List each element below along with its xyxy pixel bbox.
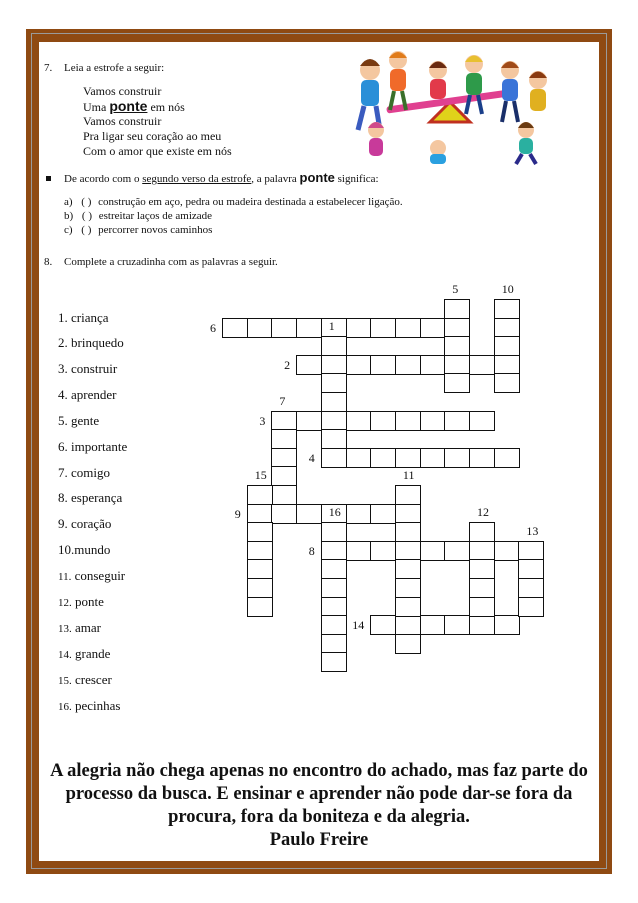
crossword-cell[interactable] bbox=[321, 559, 347, 579]
word-list-item bbox=[58, 516, 111, 532]
crossword-cell[interactable] bbox=[420, 411, 446, 431]
crossword-cell[interactable] bbox=[271, 504, 297, 524]
crossword-cell[interactable] bbox=[444, 541, 470, 561]
crossword-cell[interactable] bbox=[271, 466, 297, 486]
crossword-cell[interactable] bbox=[395, 411, 421, 431]
q7-question bbox=[64, 170, 379, 185]
word-number: 4. bbox=[58, 387, 68, 402]
word-number: 6. bbox=[58, 439, 68, 454]
crossword-cell[interactable] bbox=[321, 392, 347, 412]
q7-question-post: significa: bbox=[334, 173, 379, 185]
option-label: a) bbox=[64, 196, 73, 208]
crossword-cell[interactable] bbox=[395, 448, 421, 468]
crossword-cell[interactable] bbox=[370, 318, 396, 338]
word-list-item bbox=[58, 310, 109, 326]
word-number: 1. bbox=[58, 310, 68, 325]
crossword-cell[interactable] bbox=[469, 559, 495, 579]
crossword-cell[interactable] bbox=[346, 504, 372, 524]
word-number: 15. bbox=[58, 675, 72, 687]
option-checkbox[interactable]: ( ) bbox=[81, 196, 92, 208]
crossword-cell[interactable] bbox=[395, 541, 421, 561]
word-number: 5. bbox=[58, 413, 68, 428]
crossword-cell[interactable] bbox=[469, 541, 495, 561]
word-list-item bbox=[58, 465, 110, 481]
crossword-cell[interactable] bbox=[395, 485, 421, 505]
word-text: coração bbox=[71, 516, 112, 531]
crossword-cell[interactable] bbox=[321, 522, 347, 542]
crossword-cell[interactable] bbox=[247, 318, 273, 338]
crossword-cell[interactable] bbox=[321, 541, 347, 561]
crossword-cell[interactable] bbox=[247, 559, 273, 579]
word-text: comigo bbox=[71, 465, 110, 480]
crossword-cell[interactable] bbox=[444, 411, 470, 431]
crossword-cell[interactable] bbox=[370, 411, 396, 431]
option-a[interactable] bbox=[64, 196, 403, 208]
crossword-cell[interactable] bbox=[420, 541, 446, 561]
crossword-cell[interactable] bbox=[469, 522, 495, 542]
crossword-clue-number: 9 bbox=[234, 506, 241, 521]
crossword-cell[interactable] bbox=[444, 373, 470, 393]
word-number: 12. bbox=[58, 597, 72, 609]
crossword-cell[interactable] bbox=[247, 597, 273, 617]
q7-question-underlined: segundo verso da estrofe bbox=[142, 173, 252, 185]
stanza-line-1: Vamos construir bbox=[83, 84, 162, 98]
word-text: construir bbox=[71, 361, 118, 376]
crossword-clue-number: 5 bbox=[452, 282, 459, 296]
crossword-cell[interactable] bbox=[321, 411, 347, 431]
option-checkbox[interactable]: ( ) bbox=[81, 224, 92, 236]
word-list-item bbox=[58, 594, 104, 610]
crossword-clue-number: 15 bbox=[254, 468, 267, 482]
crossword-cell[interactable] bbox=[346, 411, 372, 431]
crossword-cell[interactable] bbox=[247, 541, 273, 561]
q7-instruction: Leia a estrofe a seguir: bbox=[64, 62, 165, 74]
word-number: 10. bbox=[58, 542, 75, 557]
crossword-cell[interactable] bbox=[420, 448, 446, 468]
word-text: importante bbox=[71, 439, 128, 454]
crossword-cell[interactable] bbox=[370, 355, 396, 375]
word-list-item bbox=[58, 542, 110, 558]
crossword-cell[interactable] bbox=[494, 448, 520, 468]
word-number: 2. bbox=[58, 335, 68, 350]
crossword-cell[interactable] bbox=[271, 448, 297, 468]
word-text: crescer bbox=[75, 672, 112, 687]
crossword-cell[interactable] bbox=[469, 411, 495, 431]
crossword-clue-number: 2 bbox=[284, 357, 291, 372]
crossword-cell[interactable] bbox=[395, 522, 421, 542]
crossword-cell[interactable] bbox=[370, 615, 396, 635]
crossword-cell[interactable] bbox=[395, 355, 421, 375]
crossword-cell[interactable] bbox=[296, 355, 322, 375]
word-number: 16. bbox=[58, 701, 72, 713]
crossword-cell[interactable] bbox=[444, 355, 470, 375]
word-text: pecinhas bbox=[75, 698, 121, 713]
bullet-icon bbox=[46, 176, 51, 181]
word-text: conseguir bbox=[74, 568, 126, 583]
word-list-item bbox=[58, 698, 120, 714]
crossword-clue-number: 7 bbox=[279, 393, 286, 408]
stanza-line-2 bbox=[83, 98, 185, 115]
crossword-clue-number: 12 bbox=[477, 505, 489, 520]
crossword-cell[interactable] bbox=[469, 615, 495, 635]
crossword-clue-number: 6 bbox=[210, 320, 216, 335]
crossword-cell[interactable] bbox=[395, 318, 421, 338]
word-number: 14. bbox=[58, 649, 72, 661]
q8-instruction: Complete a cruzadinha com as palavras a seguir. bbox=[64, 256, 278, 268]
crossword-cell[interactable] bbox=[370, 504, 396, 524]
crossword-clue-number: 10 bbox=[501, 282, 514, 296]
crossword-cell[interactable] bbox=[321, 578, 347, 598]
word-list-item bbox=[58, 413, 99, 429]
quote-author: Paulo Freire bbox=[269, 830, 369, 850]
word-text: esperança bbox=[71, 490, 123, 505]
stanza-line-4: Pra ligar seu coração ao meu bbox=[83, 129, 222, 143]
crossword-cell[interactable] bbox=[444, 299, 470, 319]
stanza-line-2-pre: Uma bbox=[83, 100, 110, 114]
crossword-cell[interactable] bbox=[518, 597, 544, 617]
crossword-cell[interactable] bbox=[395, 615, 421, 635]
crossword-cell[interactable] bbox=[444, 615, 470, 635]
crossword-cell[interactable] bbox=[321, 652, 347, 672]
crossword-cell[interactable] bbox=[321, 448, 347, 468]
children-playing-seesaw-illustration bbox=[326, 44, 566, 166]
quote-text: A alegria não chega apenas no encontro do achado, mas faz parte do processo da busca. E ensinar e aprender não pode dar-se fora da procura, fora da boniteza e da alegria. bbox=[50, 761, 588, 827]
crossword-cell[interactable] bbox=[469, 578, 495, 598]
stanza-line-3: Vamos construir bbox=[83, 114, 162, 128]
crossword-cell[interactable] bbox=[444, 318, 470, 338]
crossword-cell[interactable] bbox=[494, 541, 520, 561]
word-number: 13. bbox=[58, 623, 72, 635]
crossword-cell[interactable] bbox=[518, 541, 544, 561]
crossword-cell[interactable] bbox=[321, 597, 347, 617]
option-checkbox[interactable]: ( ) bbox=[81, 210, 92, 222]
stanza-line-2-post: em nós bbox=[147, 100, 185, 114]
crossword-cell[interactable] bbox=[346, 448, 372, 468]
crossword-cell[interactable] bbox=[321, 355, 347, 375]
q8-number: 8. bbox=[44, 256, 53, 268]
word-text: brinquedo bbox=[71, 335, 124, 350]
word-text: gente bbox=[71, 413, 100, 428]
crossword-cell[interactable] bbox=[296, 504, 322, 524]
crossword-cell[interactable] bbox=[494, 615, 520, 635]
word-number: 3. bbox=[58, 361, 68, 376]
q7-question-word: ponte bbox=[299, 170, 335, 185]
option-c[interactable] bbox=[64, 224, 212, 236]
word-number: 11. bbox=[58, 571, 72, 583]
crossword-cell[interactable] bbox=[247, 522, 273, 542]
crossword-cell[interactable] bbox=[395, 634, 421, 654]
crossword-cell[interactable] bbox=[222, 318, 248, 338]
crossword-cell[interactable] bbox=[346, 355, 372, 375]
word-text: aprender bbox=[71, 387, 117, 402]
crossword-cell[interactable] bbox=[518, 559, 544, 579]
word-list-item bbox=[58, 672, 112, 688]
crossword-cell[interactable] bbox=[494, 318, 520, 338]
crossword-clue-number: 11 bbox=[402, 468, 415, 482]
crossword-cell[interactable] bbox=[321, 429, 347, 449]
crossword-clue-number: 3 bbox=[259, 413, 266, 428]
crossword-cell[interactable] bbox=[271, 429, 297, 449]
crossword-clue-number: 1 bbox=[328, 319, 335, 334]
crossword-clue-number: 14 bbox=[352, 618, 365, 633]
word-list-item bbox=[58, 361, 117, 377]
crossword-cell[interactable] bbox=[321, 634, 347, 654]
word-list-item bbox=[58, 387, 116, 403]
crossword-cell[interactable] bbox=[247, 578, 273, 598]
crossword-cell[interactable] bbox=[271, 485, 297, 505]
word-text: criança bbox=[71, 310, 109, 325]
crossword-cell[interactable] bbox=[469, 355, 495, 375]
q7-question-mid: , a palavra bbox=[251, 173, 300, 185]
word-list-item bbox=[58, 646, 110, 662]
option-text: estreitar laços de amizade bbox=[98, 210, 213, 222]
word-list-item bbox=[58, 568, 125, 584]
crossword-cell[interactable] bbox=[494, 355, 520, 375]
word-number: 9. bbox=[58, 516, 68, 531]
q7-question-pre: De acordo com o bbox=[64, 173, 143, 185]
crossword-cell[interactable] bbox=[321, 336, 347, 356]
quote-block bbox=[40, 760, 598, 852]
crossword-cell[interactable] bbox=[321, 373, 347, 393]
crossword-cell[interactable] bbox=[395, 578, 421, 598]
crossword-cell[interactable] bbox=[469, 448, 495, 468]
word-text: grande bbox=[75, 646, 111, 661]
word-text: ponte bbox=[75, 594, 104, 609]
crossword-cell[interactable] bbox=[420, 615, 446, 635]
word-list-item bbox=[58, 439, 127, 455]
crossword-cell[interactable] bbox=[420, 318, 446, 338]
crossword-cell[interactable] bbox=[395, 597, 421, 617]
crossword-cell[interactable] bbox=[271, 411, 297, 431]
crossword-cell[interactable] bbox=[395, 504, 421, 524]
crossword-clue-number: 13 bbox=[526, 523, 539, 538]
stanza-highlight-word: ponte bbox=[109, 98, 148, 114]
crossword-cell[interactable] bbox=[420, 355, 446, 375]
crossword-cell[interactable] bbox=[370, 448, 396, 468]
crossword-cell[interactable] bbox=[494, 299, 520, 319]
word-text: amar bbox=[75, 620, 101, 635]
option-label: b) bbox=[64, 210, 74, 222]
crossword-cell[interactable] bbox=[494, 373, 520, 393]
crossword-cell[interactable] bbox=[518, 578, 544, 598]
crossword-cell[interactable] bbox=[247, 485, 273, 505]
crossword-cell[interactable] bbox=[370, 541, 396, 561]
word-number: 7. bbox=[58, 465, 68, 480]
option-text: percorrer novos caminhos bbox=[98, 224, 213, 236]
crossword-cell[interactable] bbox=[444, 336, 470, 356]
crossword-cell[interactable] bbox=[321, 615, 347, 635]
crossword-cell[interactable] bbox=[296, 411, 322, 431]
q7-number: 7. bbox=[44, 62, 53, 74]
option-b[interactable] bbox=[64, 210, 212, 222]
crossword-cell[interactable] bbox=[469, 597, 495, 617]
crossword-cell[interactable] bbox=[247, 504, 273, 524]
crossword-cell[interactable] bbox=[271, 318, 297, 338]
word-list-item bbox=[58, 490, 122, 506]
crossword-cell[interactable] bbox=[494, 336, 520, 356]
word-number: 8. bbox=[58, 490, 68, 505]
crossword-cell[interactable] bbox=[346, 318, 372, 338]
word-list-item bbox=[58, 335, 124, 351]
crossword-cell[interactable] bbox=[395, 559, 421, 579]
crossword-cell[interactable] bbox=[296, 318, 322, 338]
crossword-grid bbox=[210, 282, 552, 719]
crossword-clue-number: 4 bbox=[308, 450, 315, 465]
word-text: mundo bbox=[74, 542, 111, 557]
crossword-cell[interactable] bbox=[444, 448, 470, 468]
crossword-clue-number: 8 bbox=[308, 543, 315, 558]
option-label: c) bbox=[64, 224, 73, 236]
stanza-line-5: Com o amor que existe em nós bbox=[83, 144, 232, 158]
option-text: construção em aço, pedra ou madeira destinada a estabelecer ligação. bbox=[98, 196, 403, 208]
word-list-item bbox=[58, 620, 101, 636]
crossword-clue-number: 16 bbox=[328, 505, 341, 520]
crossword-cell[interactable] bbox=[346, 541, 372, 561]
